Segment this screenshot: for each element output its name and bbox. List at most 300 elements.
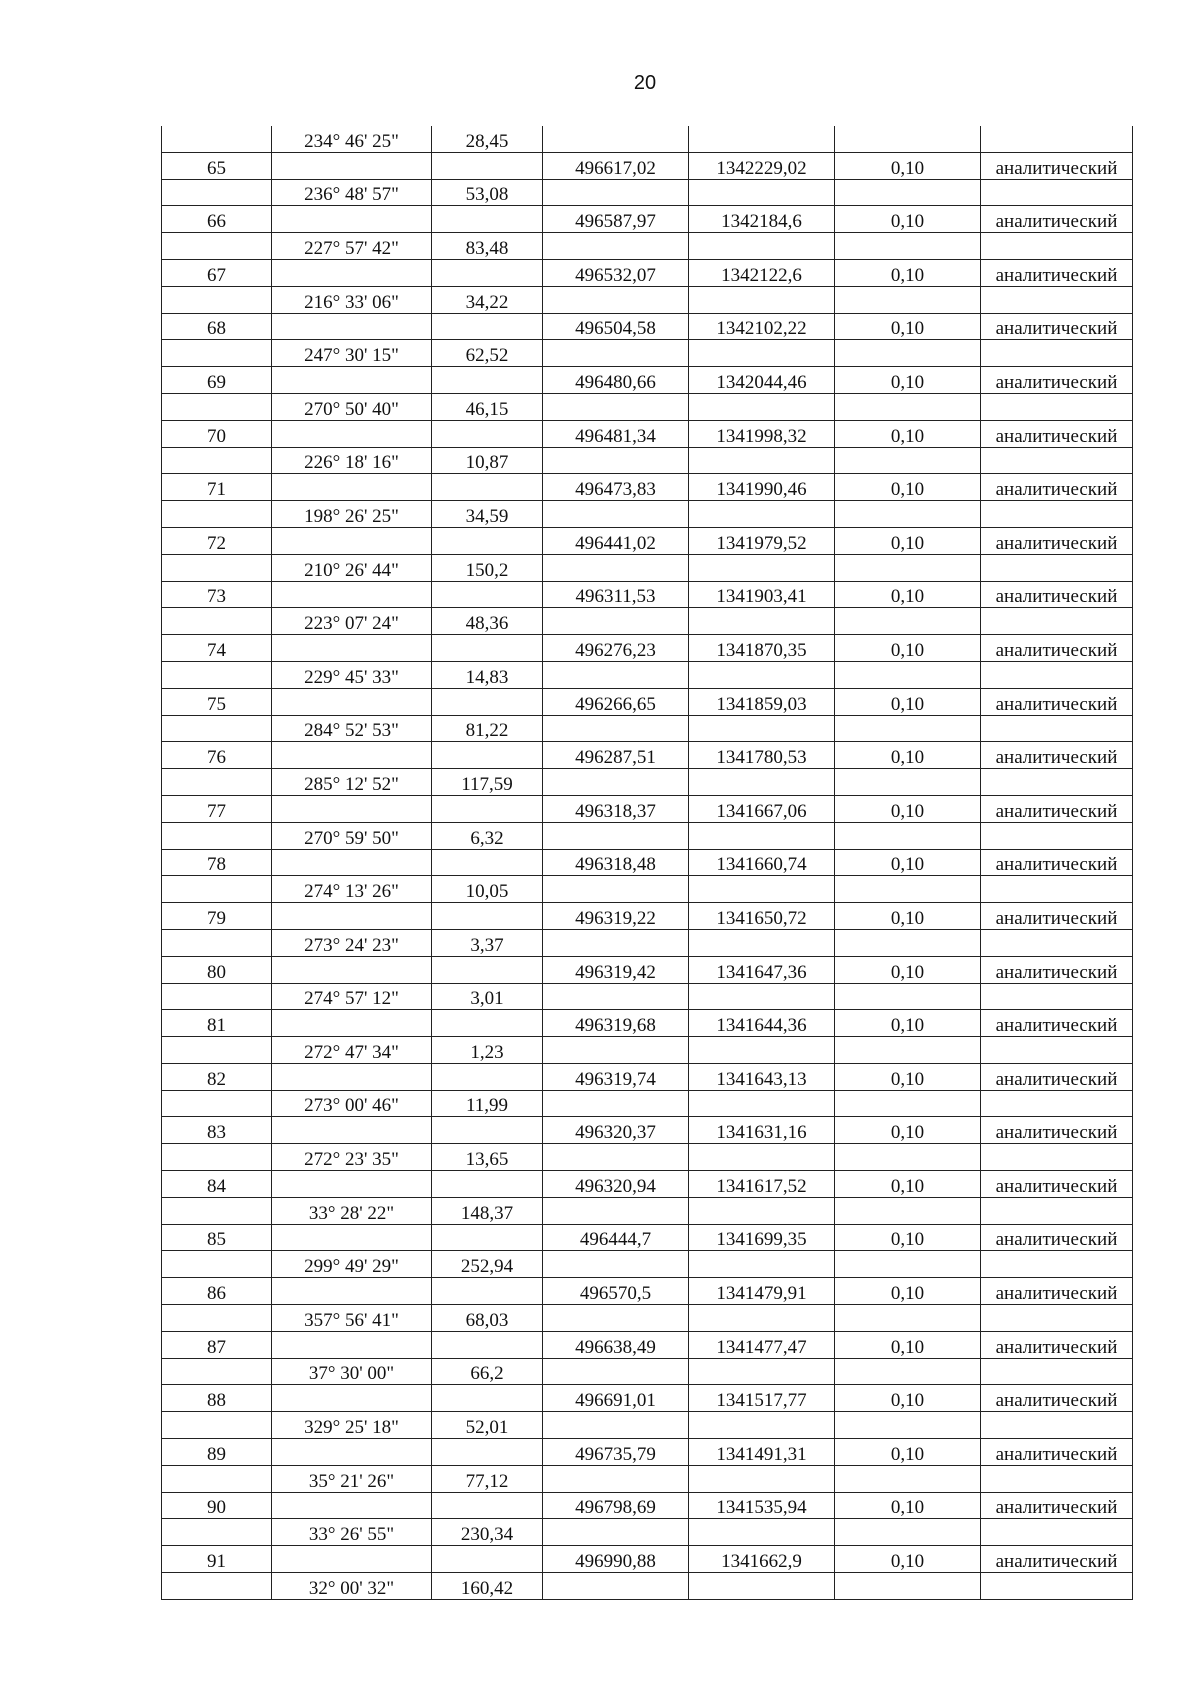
length-cell: [432, 1063, 543, 1090]
length-cell: 11,99: [432, 1090, 543, 1117]
y-coordinate-cell: 1341643,13: [689, 1063, 835, 1090]
accuracy-cell: [835, 393, 981, 420]
length-cell: [432, 688, 543, 715]
accuracy-cell: [835, 1090, 981, 1117]
x-coordinate-cell: 496990,88: [543, 1546, 689, 1573]
length-cell: [432, 635, 543, 662]
y-coordinate-cell: [689, 1090, 835, 1117]
method-cell: аналитический: [981, 1331, 1133, 1358]
x-coordinate-cell: 496319,42: [543, 956, 689, 983]
accuracy-cell: 0,10: [835, 1331, 981, 1358]
accuracy-cell: [835, 286, 981, 313]
x-coordinate-cell: [543, 608, 689, 635]
angle-cell: [272, 1546, 432, 1573]
angle-cell: 33° 28' 22": [272, 1197, 432, 1224]
segment-row: [162, 1251, 1133, 1278]
y-coordinate-cell: [689, 983, 835, 1010]
accuracy-cell: 0,10: [835, 1546, 981, 1573]
length-cell: 81,22: [432, 715, 543, 742]
point-row: [162, 1331, 1133, 1358]
x-coordinate-cell: [543, 179, 689, 206]
x-coordinate-cell: 496504,58: [543, 313, 689, 340]
y-coordinate-cell: [689, 1519, 835, 1546]
x-coordinate-cell: 496798,69: [543, 1492, 689, 1519]
y-coordinate-cell: [689, 1358, 835, 1385]
x-coordinate-cell: [543, 876, 689, 903]
method-cell: аналитический: [981, 1546, 1133, 1573]
y-coordinate-cell: 1341667,06: [689, 795, 835, 822]
y-coordinate-cell: 1342122,6: [689, 259, 835, 286]
accuracy-cell: 0,10: [835, 1063, 981, 1090]
point-number-cell: 82: [162, 1063, 272, 1090]
y-coordinate-cell: 1342229,02: [689, 152, 835, 179]
point-number-cell: [162, 1358, 272, 1385]
accuracy-cell: [835, 1197, 981, 1224]
angle-cell: 216° 33' 06": [272, 286, 432, 313]
accuracy-cell: [835, 769, 981, 796]
angle-cell: 270° 50' 40": [272, 393, 432, 420]
point-number-cell: [162, 1144, 272, 1171]
y-coordinate-cell: [689, 876, 835, 903]
accuracy-cell: 0,10: [835, 1117, 981, 1144]
y-coordinate-cell: 1341859,03: [689, 688, 835, 715]
accuracy-cell: 0,10: [835, 1171, 981, 1198]
x-coordinate-cell: 496481,34: [543, 420, 689, 447]
method-cell: аналитический: [981, 474, 1133, 501]
length-cell: 3,01: [432, 983, 543, 1010]
point-row: [162, 795, 1133, 822]
point-number-cell: [162, 501, 272, 528]
segment-row: [162, 1519, 1133, 1546]
x-coordinate-cell: [543, 929, 689, 956]
accuracy-cell: [835, 1144, 981, 1171]
point-number-cell: [162, 179, 272, 206]
length-cell: 28,45: [432, 126, 543, 152]
y-coordinate-cell: 1341903,41: [689, 581, 835, 608]
method-cell: [981, 1305, 1133, 1332]
point-row: [162, 1010, 1133, 1037]
accuracy-cell: 0,10: [835, 152, 981, 179]
method-cell: [981, 1251, 1133, 1278]
y-coordinate-cell: 1341535,94: [689, 1492, 835, 1519]
y-coordinate-cell: [689, 1465, 835, 1492]
method-cell: [981, 661, 1133, 688]
point-row: [162, 956, 1133, 983]
angle-cell: 229° 45' 33": [272, 661, 432, 688]
angle-cell: 223° 07' 24": [272, 608, 432, 635]
segment-row: [162, 340, 1133, 367]
point-number-cell: [162, 1197, 272, 1224]
y-coordinate-cell: [689, 554, 835, 581]
point-row: [162, 259, 1133, 286]
angle-cell: [272, 1385, 432, 1412]
accuracy-cell: [835, 233, 981, 260]
length-cell: [432, 259, 543, 286]
point-row: [162, 1546, 1133, 1573]
method-cell: [981, 501, 1133, 528]
method-cell: [981, 340, 1133, 367]
angle-cell: 210° 26' 44": [272, 554, 432, 581]
point-number-cell: 66: [162, 206, 272, 233]
point-row: [162, 1063, 1133, 1090]
y-coordinate-cell: 1341631,16: [689, 1117, 835, 1144]
length-cell: 83,48: [432, 233, 543, 260]
accuracy-cell: 0,10: [835, 206, 981, 233]
length-cell: 3,37: [432, 929, 543, 956]
point-number-cell: [162, 1090, 272, 1117]
method-cell: [981, 447, 1133, 474]
length-cell: [432, 152, 543, 179]
angle-cell: [272, 1278, 432, 1305]
method-cell: [981, 1573, 1133, 1600]
accuracy-cell: [835, 608, 981, 635]
length-cell: [432, 206, 543, 233]
method-cell: [981, 1465, 1133, 1492]
segment-row: [162, 715, 1133, 742]
x-coordinate-cell: 496691,01: [543, 1385, 689, 1412]
accuracy-cell: [835, 447, 981, 474]
length-cell: 252,94: [432, 1251, 543, 1278]
accuracy-cell: 0,10: [835, 635, 981, 662]
x-coordinate-cell: [543, 1573, 689, 1600]
x-coordinate-cell: [543, 1090, 689, 1117]
method-cell: [981, 1412, 1133, 1439]
accuracy-cell: [835, 661, 981, 688]
y-coordinate-cell: [689, 393, 835, 420]
accuracy-cell: [835, 501, 981, 528]
accuracy-cell: 0,10: [835, 903, 981, 930]
point-row: [162, 206, 1133, 233]
x-coordinate-cell: 496735,79: [543, 1439, 689, 1466]
length-cell: [432, 903, 543, 930]
segment-row: [162, 769, 1133, 796]
segment-row: [162, 393, 1133, 420]
accuracy-cell: 0,10: [835, 259, 981, 286]
segment-row: [162, 286, 1133, 313]
angle-cell: 329° 25' 18": [272, 1412, 432, 1439]
x-coordinate-cell: [543, 1305, 689, 1332]
y-coordinate-cell: [689, 501, 835, 528]
accuracy-cell: 0,10: [835, 313, 981, 340]
point-row: [162, 367, 1133, 394]
y-coordinate-cell: 1341517,77: [689, 1385, 835, 1412]
accuracy-cell: [835, 1358, 981, 1385]
point-number-cell: [162, 661, 272, 688]
y-coordinate-cell: 1341699,35: [689, 1224, 835, 1251]
method-cell: [981, 1037, 1133, 1064]
method-cell: [981, 1090, 1133, 1117]
angle-cell: 198° 26' 25": [272, 501, 432, 528]
method-cell: аналитический: [981, 367, 1133, 394]
accuracy-cell: 0,10: [835, 527, 981, 554]
accuracy-cell: [835, 1305, 981, 1332]
point-number-cell: [162, 1573, 272, 1600]
angle-cell: [272, 1117, 432, 1144]
angle-cell: [272, 742, 432, 769]
x-coordinate-cell: [543, 661, 689, 688]
point-number-cell: [162, 393, 272, 420]
method-cell: [981, 393, 1133, 420]
method-cell: аналитический: [981, 1117, 1133, 1144]
method-cell: аналитический: [981, 903, 1133, 930]
length-cell: [432, 1439, 543, 1466]
angle-cell: [272, 1331, 432, 1358]
length-cell: [432, 1117, 543, 1144]
point-row: [162, 313, 1133, 340]
length-cell: [432, 1546, 543, 1573]
angle-cell: [272, 688, 432, 715]
point-row: [162, 152, 1133, 179]
point-number-cell: [162, 126, 272, 152]
method-cell: [981, 554, 1133, 581]
x-coordinate-cell: [543, 1144, 689, 1171]
accuracy-cell: 0,10: [835, 1385, 981, 1412]
point-row: [162, 527, 1133, 554]
point-number-cell: [162, 608, 272, 635]
point-number-cell: 85: [162, 1224, 272, 1251]
point-number-cell: 76: [162, 742, 272, 769]
method-cell: [981, 1144, 1133, 1171]
y-coordinate-cell: 1341617,52: [689, 1171, 835, 1198]
y-coordinate-cell: [689, 608, 835, 635]
length-cell: 46,15: [432, 393, 543, 420]
point-row: [162, 903, 1133, 930]
accuracy-cell: [835, 179, 981, 206]
length-cell: 10,05: [432, 876, 543, 903]
angle-cell: [272, 206, 432, 233]
method-cell: аналитический: [981, 1171, 1133, 1198]
point-number-cell: [162, 1465, 272, 1492]
angle-cell: [272, 581, 432, 608]
angle-cell: 227° 57' 42": [272, 233, 432, 260]
point-number-cell: [162, 1412, 272, 1439]
angle-cell: [272, 795, 432, 822]
length-cell: [432, 1224, 543, 1251]
segment-row: [162, 447, 1133, 474]
accuracy-cell: 0,10: [835, 1224, 981, 1251]
angle-cell: [272, 1010, 432, 1037]
x-coordinate-cell: [543, 1412, 689, 1439]
y-coordinate-cell: [689, 126, 835, 152]
point-number-cell: 65: [162, 152, 272, 179]
method-cell: [981, 1519, 1133, 1546]
point-row: [162, 688, 1133, 715]
x-coordinate-cell: 496480,66: [543, 367, 689, 394]
segment-row: [162, 179, 1133, 206]
length-cell: [432, 581, 543, 608]
segment-row: [162, 1144, 1133, 1171]
y-coordinate-cell: 1341780,53: [689, 742, 835, 769]
point-number-cell: 67: [162, 259, 272, 286]
length-cell: [432, 849, 543, 876]
y-coordinate-cell: [689, 1037, 835, 1064]
method-cell: аналитический: [981, 849, 1133, 876]
x-coordinate-cell: 496587,97: [543, 206, 689, 233]
point-row: [162, 1385, 1133, 1412]
method-cell: [981, 1197, 1133, 1224]
point-number-cell: 72: [162, 527, 272, 554]
method-cell: [981, 286, 1133, 313]
point-row: [162, 1278, 1133, 1305]
y-coordinate-cell: [689, 1412, 835, 1439]
x-coordinate-cell: [543, 1251, 689, 1278]
method-cell: аналитический: [981, 1492, 1133, 1519]
y-coordinate-cell: [689, 286, 835, 313]
length-cell: 148,37: [432, 1197, 543, 1224]
method-cell: аналитический: [981, 420, 1133, 447]
length-cell: 10,87: [432, 447, 543, 474]
point-number-cell: [162, 715, 272, 742]
angle-cell: 236° 48' 57": [272, 179, 432, 206]
point-number-cell: [162, 1251, 272, 1278]
method-cell: [981, 929, 1133, 956]
point-row: [162, 581, 1133, 608]
point-number-cell: [162, 1519, 272, 1546]
x-coordinate-cell: [543, 393, 689, 420]
angle-cell: 357° 56' 41": [272, 1305, 432, 1332]
length-cell: 53,08: [432, 179, 543, 206]
angle-cell: 285° 12' 52": [272, 769, 432, 796]
accuracy-cell: 0,10: [835, 581, 981, 608]
method-cell: аналитический: [981, 688, 1133, 715]
segment-row: [162, 1197, 1133, 1224]
length-cell: [432, 1278, 543, 1305]
angle-cell: [272, 259, 432, 286]
x-coordinate-cell: 496318,48: [543, 849, 689, 876]
y-coordinate-cell: 1341477,47: [689, 1331, 835, 1358]
length-cell: 34,59: [432, 501, 543, 528]
y-coordinate-cell: 1341979,52: [689, 527, 835, 554]
segment-row: [162, 1465, 1133, 1492]
accuracy-cell: [835, 876, 981, 903]
angle-cell: [272, 367, 432, 394]
angle-cell: 37° 30' 00": [272, 1358, 432, 1385]
method-cell: аналитический: [981, 1439, 1133, 1466]
segment-row: [162, 661, 1133, 688]
point-row: [162, 742, 1133, 769]
y-coordinate-cell: 1341650,72: [689, 903, 835, 930]
length-cell: 1,23: [432, 1037, 543, 1064]
accuracy-cell: 0,10: [835, 849, 981, 876]
point-number-cell: 70: [162, 420, 272, 447]
length-cell: 34,22: [432, 286, 543, 313]
accuracy-cell: [835, 1465, 981, 1492]
point-number-cell: 91: [162, 1546, 272, 1573]
point-number-cell: [162, 233, 272, 260]
point-number-cell: [162, 1305, 272, 1332]
method-cell: [981, 179, 1133, 206]
angle-cell: [272, 956, 432, 983]
accuracy-cell: 0,10: [835, 1492, 981, 1519]
method-cell: аналитический: [981, 313, 1133, 340]
accuracy-cell: [835, 715, 981, 742]
length-cell: [432, 1492, 543, 1519]
segment-row: [162, 983, 1133, 1010]
point-number-cell: 73: [162, 581, 272, 608]
point-number-cell: 90: [162, 1492, 272, 1519]
y-coordinate-cell: [689, 1573, 835, 1600]
accuracy-cell: [835, 340, 981, 367]
accuracy-cell: [835, 929, 981, 956]
method-cell: аналитический: [981, 1278, 1133, 1305]
y-coordinate-cell: 1341491,31: [689, 1439, 835, 1466]
point-row: [162, 1492, 1133, 1519]
y-coordinate-cell: [689, 233, 835, 260]
x-coordinate-cell: 496266,65: [543, 688, 689, 715]
method-cell: [981, 983, 1133, 1010]
method-cell: аналитический: [981, 956, 1133, 983]
length-cell: 230,34: [432, 1519, 543, 1546]
angle-cell: [272, 903, 432, 930]
point-number-cell: 71: [162, 474, 272, 501]
x-coordinate-cell: 496311,53: [543, 581, 689, 608]
method-cell: [981, 715, 1133, 742]
accuracy-cell: 0,10: [835, 474, 981, 501]
accuracy-cell: 0,10: [835, 742, 981, 769]
length-cell: [432, 956, 543, 983]
point-row: [162, 1117, 1133, 1144]
y-coordinate-cell: [689, 447, 835, 474]
point-number-cell: 83: [162, 1117, 272, 1144]
x-coordinate-cell: 496444,7: [543, 1224, 689, 1251]
method-cell: [981, 822, 1133, 849]
point-row: [162, 1171, 1133, 1198]
length-cell: [432, 313, 543, 340]
point-number-cell: [162, 1037, 272, 1064]
method-cell: [981, 769, 1133, 796]
accuracy-cell: [835, 1037, 981, 1064]
x-coordinate-cell: [543, 447, 689, 474]
y-coordinate-cell: 1341998,32: [689, 420, 835, 447]
length-cell: 52,01: [432, 1412, 543, 1439]
x-coordinate-cell: [543, 983, 689, 1010]
method-cell: аналитический: [981, 527, 1133, 554]
x-coordinate-cell: 496320,37: [543, 1117, 689, 1144]
method-cell: [981, 126, 1133, 152]
point-row: [162, 635, 1133, 662]
point-number-cell: 69: [162, 367, 272, 394]
length-cell: 62,52: [432, 340, 543, 367]
x-coordinate-cell: [543, 233, 689, 260]
x-coordinate-cell: 496638,49: [543, 1331, 689, 1358]
length-cell: [432, 1010, 543, 1037]
length-cell: [432, 1171, 543, 1198]
x-coordinate-cell: [543, 822, 689, 849]
point-number-cell: [162, 340, 272, 367]
length-cell: 48,36: [432, 608, 543, 635]
accuracy-cell: [835, 126, 981, 152]
accuracy-cell: [835, 1251, 981, 1278]
segment-row: [162, 929, 1133, 956]
method-cell: [981, 1358, 1133, 1385]
angle-cell: [272, 1492, 432, 1519]
accuracy-cell: [835, 1519, 981, 1546]
y-coordinate-cell: 1342044,46: [689, 367, 835, 394]
coordinates-table-body: [162, 126, 1133, 1599]
point-number-cell: [162, 769, 272, 796]
point-number-cell: [162, 447, 272, 474]
y-coordinate-cell: [689, 769, 835, 796]
x-coordinate-cell: [543, 715, 689, 742]
angle-cell: 226° 18' 16": [272, 447, 432, 474]
angle-cell: [272, 635, 432, 662]
point-row: [162, 1224, 1133, 1251]
point-row: [162, 474, 1133, 501]
length-cell: 13,65: [432, 1144, 543, 1171]
length-cell: 150,2: [432, 554, 543, 581]
point-number-cell: [162, 983, 272, 1010]
angle-cell: 35° 21' 26": [272, 1465, 432, 1492]
